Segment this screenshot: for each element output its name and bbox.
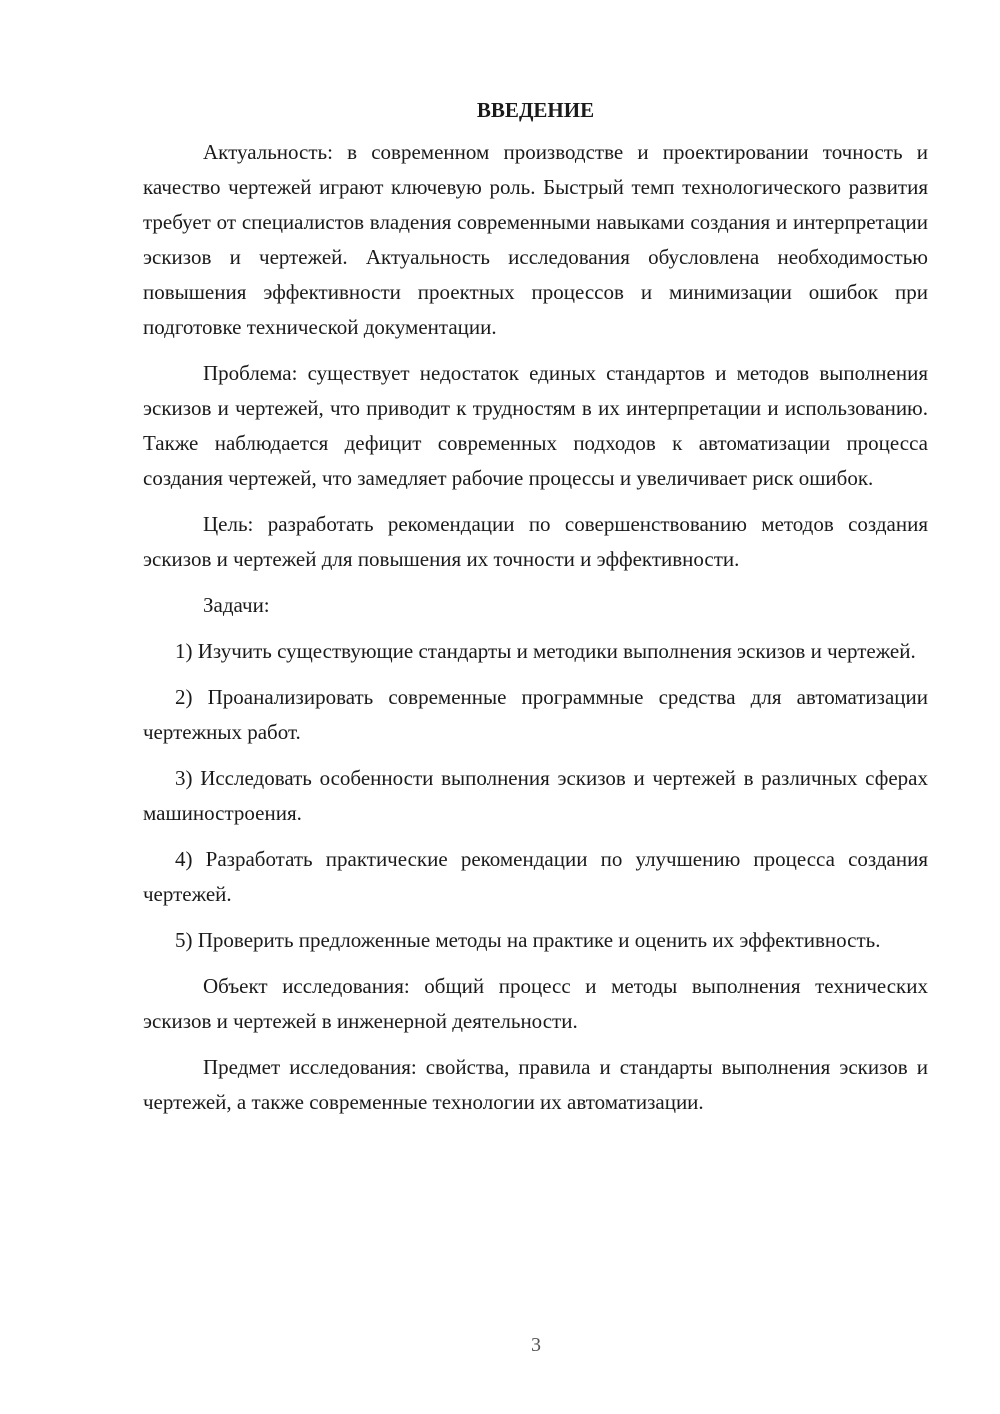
task-item: 4) Разработать практические рекомендации по улучшению процесса создания чертежей. [143,847,928,906]
page-number: 3 [531,1334,541,1356]
task-item: 3) Исследовать особенности выполнения эскизов и чертежей в различных сферах машиностроения. [143,766,928,825]
task-item: 1) Изучить существующие стандарты и методики выполнения эскизов и чертежей. [175,639,916,663]
task-item: 2) Проанализировать современные программные средства для автоматизации чертежных работ. [143,685,928,744]
task-item: 5) Проверить предложенные методы на практике и оценить их эффективность. [175,928,881,952]
paragraph-problem: Проблема: существует недостаток единых стандартов и методов выполнения эскизов и чертежей, что приводит к трудностям в их интерпретации и использованию. Также наблюдается дефицит современных подходов к автоматизации процесса создания чертежей, что замедляет рабочие процессы и увеличивает риск ошибок. [143,361,928,490]
document-page [143,92,928,1131]
paragraph-goal: Цель: разработать рекомендации по совершенствованию методов создания эскизов и чертежей для повышения их точности и эффективности. [143,512,928,571]
tasks-label: Задачи: [203,593,270,617]
paragraph-subject: Предмет исследования: свойства, правила и стандарты выполнения эскизов и чертежей, а также современные технологии их автоматизации. [143,1055,928,1114]
paragraph-relevance: Актуальность: в современном производстве и проектировании точность и качество чертежей играют ключевую роль. Быстрый темп технологического развития требует от специалистов владения современными навыками создания и интерпретации эскизов и чертежей. Актуальность исследования обусловлена необходимостью повышения эффективности проектных процессов и минимизации ошибок при подготовке технической документации. [143,140,928,339]
section-heading: ВВЕДЕНИЕ [476,98,595,122]
paragraph-object: Объект исследования: общий процесс и методы выполнения технических эскизов и чертежей в инженерной деятельности. [143,974,928,1033]
